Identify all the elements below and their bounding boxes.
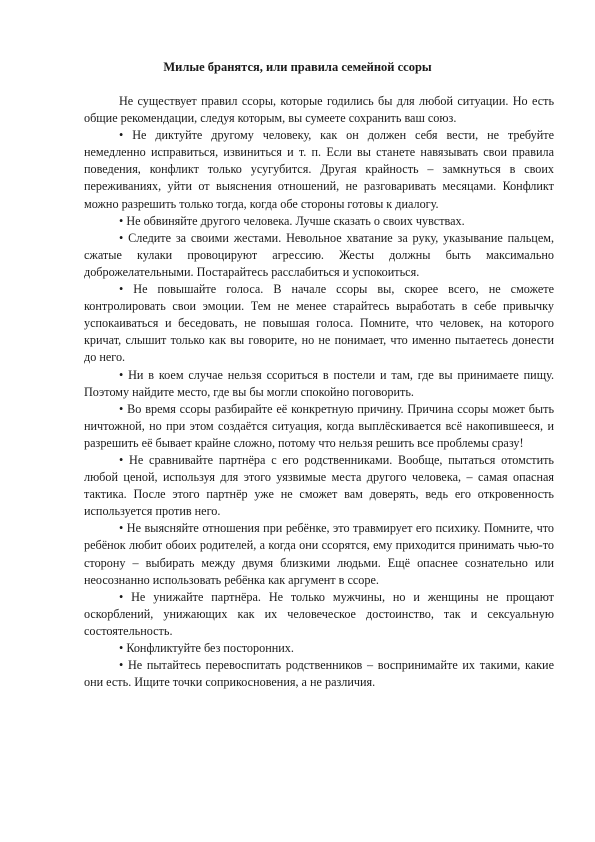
paragraph-rule: • Не диктуйте другому человеку, как он должен себя вести, не требуйте немедленно исправиться, извиниться и т. п. Если вы станете навязывать свои правила поведения, конфликт только усугубится. Другая крайность – замкнуться в своих переживаниях, уйти от выяснения отношений, не разговаривать месяцами. Конфликт можно разрешить только тогда, когда обе стороны готовы к диалогу. bbox=[84, 128, 554, 211]
paragraph-rule: • Не повышайте голоса. В начале ссоры вы, скорее всего, не сможете контролировать свои эмоции. Тем не менее старайтесь выработать в себе привычку успокаиваться и беседовать, не повышая голоса. Помните, что человек, на которого кричат, слышит только как вы говорите, но не понимает, что именно пытаетесь донести до него. bbox=[84, 282, 554, 365]
paragraph-rule: • Ни в коем случае нельзя ссориться в постели и там, где вы принимаете пищу. Поэтому найдите место, где вы бы могли спокойно поговорить. bbox=[84, 367, 554, 399]
paragraph-rule: • Не унижайте партнёра. Не только мужчины, но и женщины не прощают оскорблений, унижающих как их человеческое достоинство, так и сексуальную состоятельность. bbox=[84, 589, 554, 638]
paragraph-intro: Не существует правил ссоры, которые годились бы для любой ситуации. Но есть общие рекомендации, следуя которым, вы сумеете сохранить ваш союз. bbox=[84, 94, 554, 126]
paragraph-rule: • Не обвиняйте другого человека. Лучше сказать о своих чувствах. bbox=[119, 213, 465, 228]
paragraph-rule: • Не сравнивайте партнёра с его родственниками. Вообще, пытаться отомстить любой ценой, используя для этого уязвимые места другого человека, – самая опасная тактика. После этого партнёр уже не сможет вам доверять, ведь его откровенность используется против него. bbox=[84, 452, 554, 519]
paragraph-rule: • Во время ссоры разбирайте её конкретную причину. Причина ссоры может быть ничтожной, но при этом создаётся ситуация, когда выплёскивается всё накопившееся, и разрешить её бывает крайне сложно, потому что нельзя решить все проблемы сразу! bbox=[84, 401, 554, 450]
paragraph-rule: • Не пытайтесь перевоспитать родственников – воспринимайте их такими, какие они есть. Ищите точки соприкосновения, а не различия. bbox=[84, 658, 554, 690]
paragraph-rule: • Не выясняйте отношения при ребёнке, это травмирует его психику. Помните, что ребёнок любит обоих родителей, а когда они ссорятся, ему приходится принимать чью-то сторону – выбирать между двумя близкими людьми. Ещё опаснее сознательно или неосознанно использовать ребёнка как аргумент в ссоре. bbox=[84, 521, 554, 587]
document-body bbox=[84, 93, 554, 691]
document-title: Милые бранятся, или правила семейной ссоры bbox=[163, 60, 432, 74]
paragraph-rule: • Следите за своими жестами. Невольное хватание за руку, указывание пальцем, сжатые кулаки провоцируют агрессию. Жесты должны быть максимально доброжелательными. Постарайтесь расслабиться и успокоиться. bbox=[84, 230, 554, 279]
paragraph-rule: • Конфликтуйте без посторонних. bbox=[119, 641, 294, 655]
